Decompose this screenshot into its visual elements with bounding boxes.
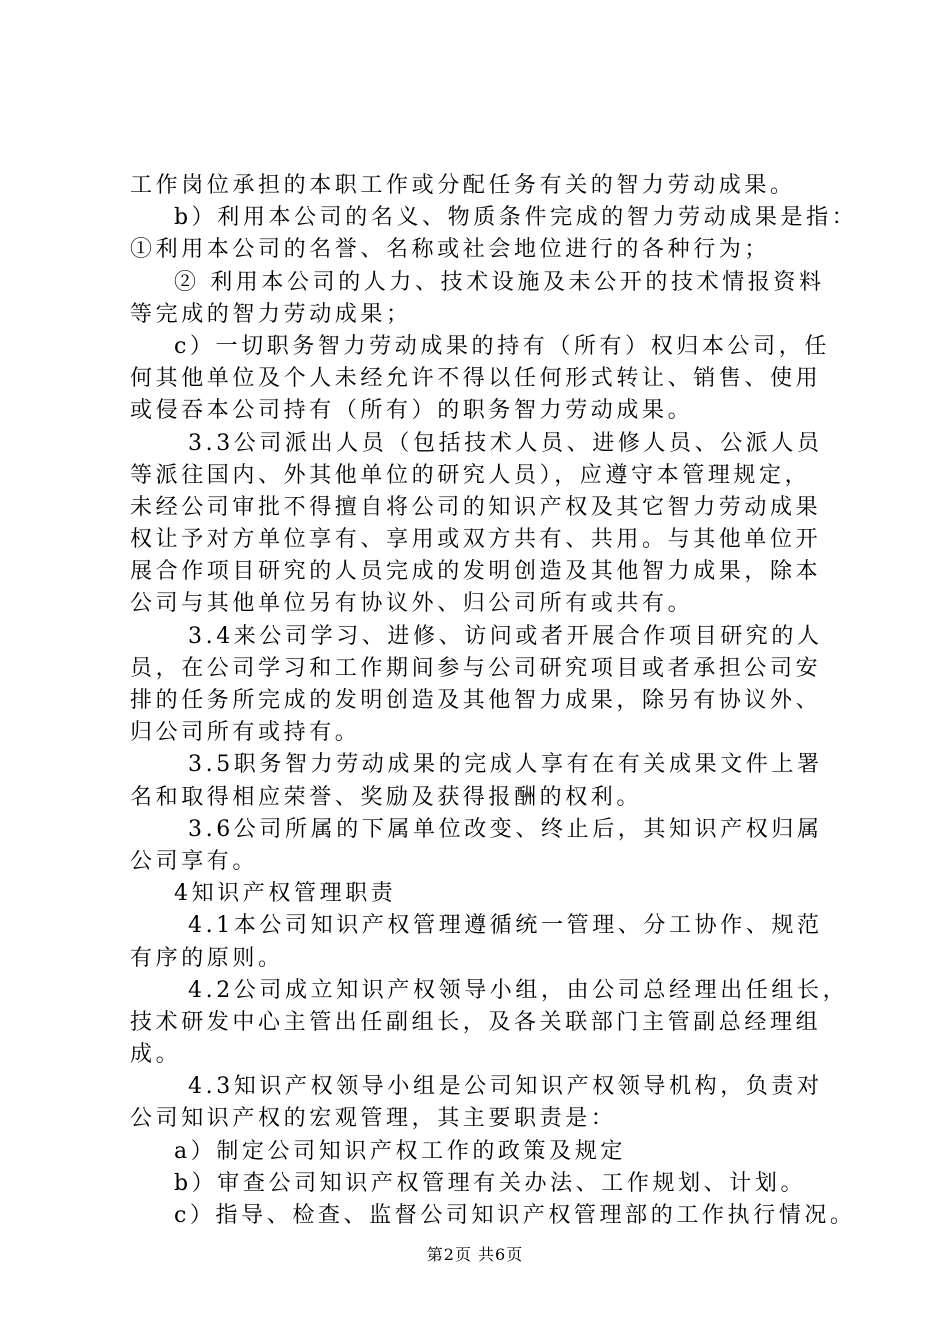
text-line: 或侵吞本公司持有（所有）的职务智力劳动成果。 — [130, 398, 694, 424]
text-line: 4.1本公司知识产权管理遵循统一管理、分工协作、规范 — [188, 913, 823, 939]
text-line: 排的任务所完成的发明创造及其他智力成果，除另有协议外、 — [130, 688, 822, 713]
text-line: b）审查公司知识产权管理有关办法、工作规划、计划。 — [174, 1170, 807, 1196]
text-line: 公司享有。 — [130, 848, 259, 874]
section-heading: 4知识产权管理职责 — [174, 881, 397, 907]
text-line: 员，在公司学习和工作期间参与公司研究项目或者承担公司安 — [130, 655, 822, 681]
text-line: 公司知识产权的宏观管理，其主要职责是： — [130, 1106, 617, 1132]
text-line: 工作岗位承担的本职工作或分配任务有关的智力劳动成果。 — [130, 173, 796, 198]
text-line: c）一切职务智力劳动成果的持有（所有）权归本公司，任 — [174, 333, 830, 359]
text-line: 未经公司审批不得擅自将公司的知识产权及其它智力劳动成果 — [130, 494, 822, 520]
text-line: 名和取得相应荣誉、奖励及获得报酬的权利。 — [130, 784, 643, 810]
text-line: b）利用本公司的名义、物质条件完成的智力劳动成果是指： — [174, 205, 858, 231]
text-line: 4.2公司成立知识产权领导小组，由公司总经理出任组长， — [188, 977, 849, 1003]
text-line: 4.3知识产权领导小组是公司知识产权领导机构，负责对 — [188, 1074, 823, 1100]
text-line: 3.5职务智力劳动成果的完成人享有在有关成果文件上署 — [188, 752, 823, 778]
text-line: 3.6公司所属的下属单位改变、终止后，其知识产权归属 — [188, 816, 823, 842]
text-line: 归公司所有或持有。 — [130, 720, 361, 746]
text-line: 展合作项目研究的人员完成的发明创造及其他智力成果，除本 — [130, 559, 822, 585]
text-line: ② 利用本公司的人力、技术设施及未公开的技术情报资料 — [174, 269, 825, 295]
text-line: 成。 — [130, 1042, 182, 1068]
text-line: ①利用本公司的名誉、名称或社会地位进行的各种行为； — [130, 237, 771, 263]
text-line: 3.4来公司学习、进修、访问或者开展合作项目研究的人 — [188, 623, 823, 649]
text-line: 权让予对方单位享有、享用或双方共有、共用。与其他单位开 — [130, 527, 822, 553]
text-line: 有序的原则。 — [130, 945, 284, 971]
text-line: a）制定公司知识产权工作的政策及规定 — [174, 1138, 626, 1164]
text-line: c）指导、检查、监督公司知识产权管理部的工作执行情况。 — [174, 1203, 856, 1228]
page-number-footer: 第2页 共6页 — [426, 1245, 524, 1264]
text-line: 3.3公司派出人员（包括技术人员、进修人员、公派人员 — [188, 430, 823, 456]
text-line: 技术研发中心主管出任副组长，及各关联部门主管副总经理组 — [130, 1009, 822, 1035]
text-line: 等派往国内、外其他单位的研究人员），应遵守本管理规定， — [130, 462, 811, 488]
text-line: 等完成的智力劳动成果； — [130, 301, 412, 327]
text-line: 何其他单位及个人未经允许不得以任何形式转让、销售、使用 — [130, 366, 822, 392]
text-line: 公司与其他单位另有协议外、归公司所有或共有。 — [130, 591, 694, 617]
document-body — [130, 170, 858, 1232]
